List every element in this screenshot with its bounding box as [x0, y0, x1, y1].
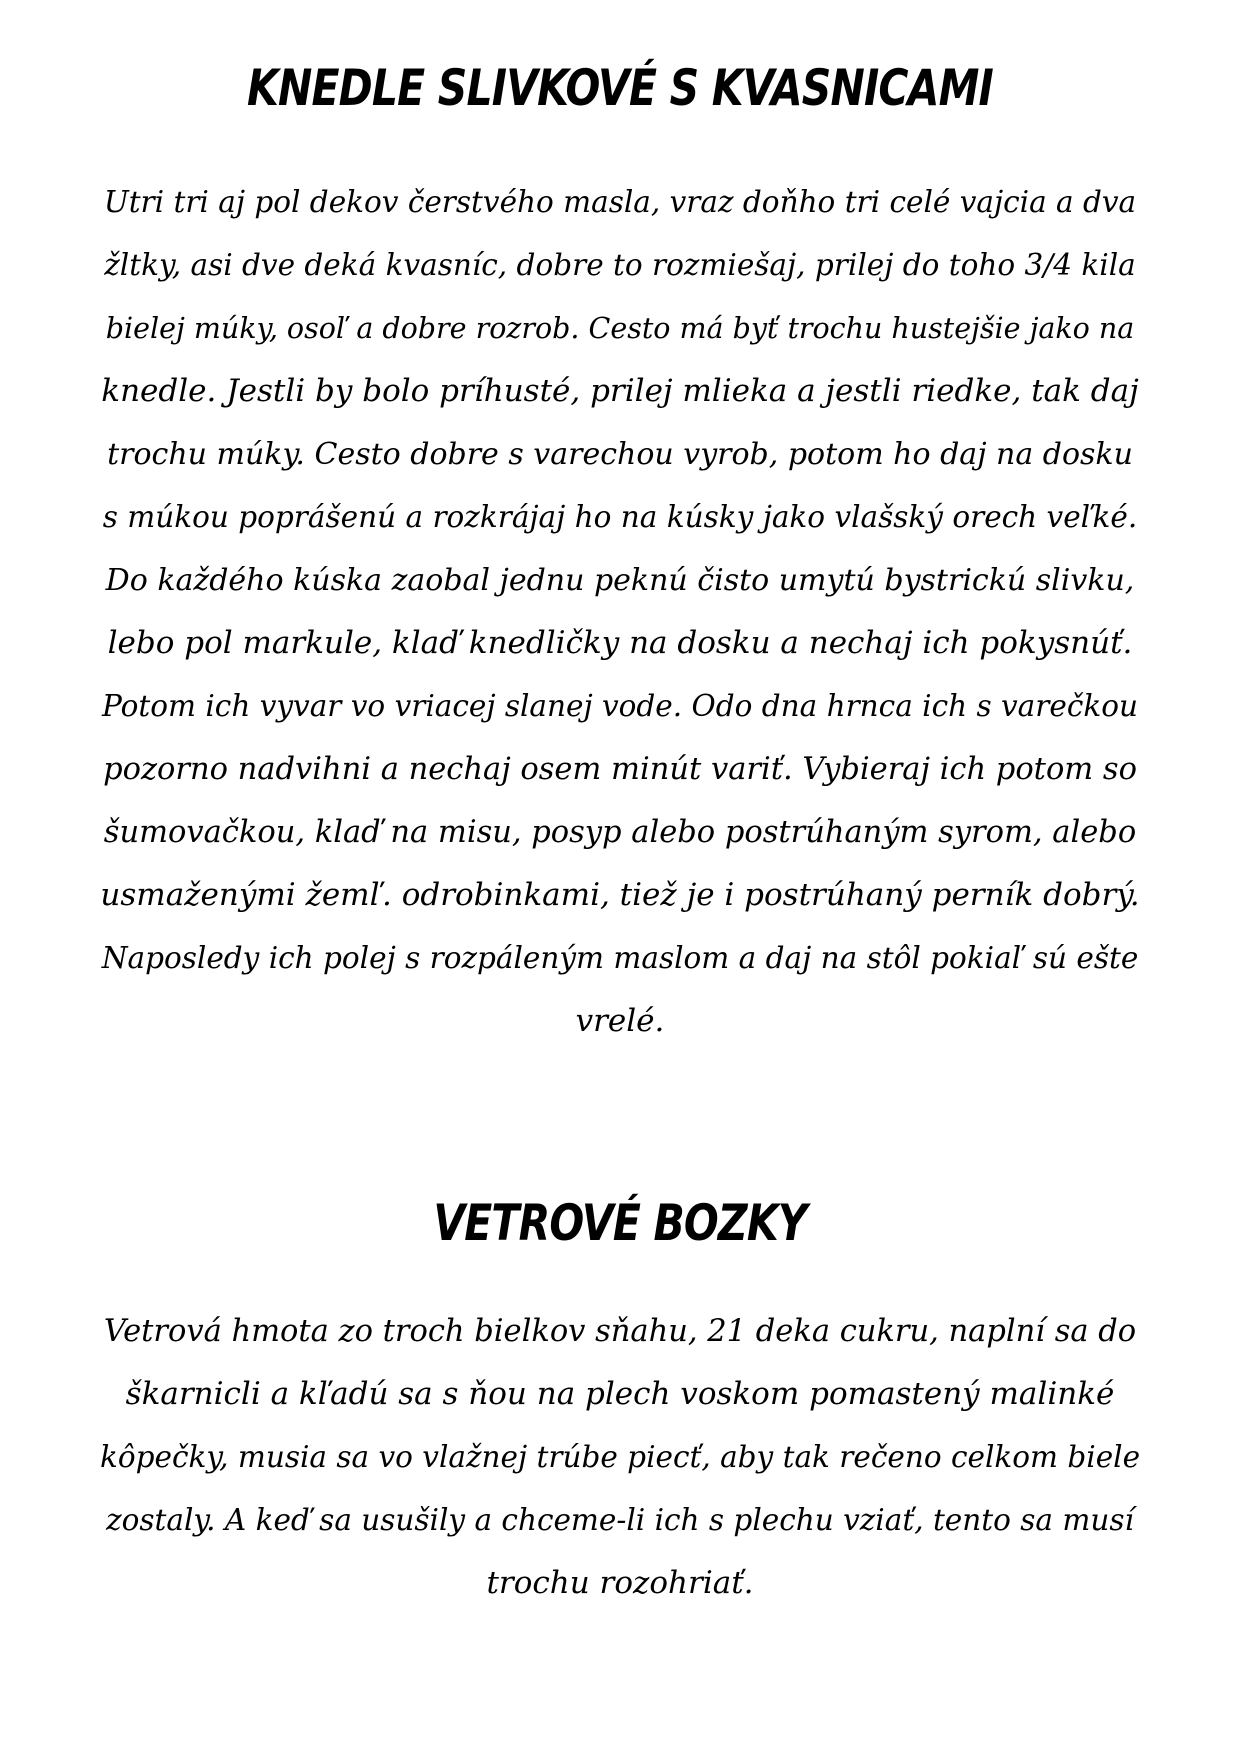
recipe-vetrove-bozky — [100, 1183, 1140, 1615]
text-line: pozorno nadvihni a nechaj osem minút variť. Vybieraj ich potom so — [103, 752, 1137, 787]
text-line: usmaženými žemľ. odrobinkami, tiež je i postrúhaný perník dobrý. — [100, 877, 1140, 913]
recipe-knedle — [100, 48, 1140, 1053]
text-line: Potom ich vyvar vo vriacej slanej vode. Odo dna hrnca ich s varečkou — [101, 689, 1138, 723]
recipe-text — [100, 171, 1140, 1053]
text-line: trochu rozohriať. — [486, 1565, 754, 1601]
text-line: s múkou poprášenú a rozkrájaj ho na kúsky jako vlašský orech veľké. — [102, 500, 1138, 534]
text-line: bielej múky, osoľ a dobre rozrob. Cesto má byť trochu hustejšie jako na — [105, 312, 1135, 345]
recipe-text — [100, 1300, 1140, 1615]
text-line: Do každého kúska zaobal jednu peknú čisto umytú bystrickú slivku, — [105, 563, 1135, 598]
text-line: lebo pol markule, klaď knedličky na dosku a nechaj ich pokysnúť. — [107, 625, 1133, 661]
text-line: zostaly. A keď sa usušily a chceme-li ich s plechu vziať, tento sa musí — [106, 1503, 1134, 1537]
text-line: žltky, asi dve deká kvasníc, dobre to rozmiešaj, prilej do toho 3/4 kila — [104, 248, 1136, 282]
text-line: vrelé. — [575, 1003, 665, 1039]
text-line: Vetrová hmota zo troch bielkov sňahu, 21 deka cukru, naplní sa do — [103, 1314, 1137, 1349]
text-line: Naposledy ich polej s rozpáleným maslom a daj na stôl pokiaľ sú ešte — [101, 941, 1139, 975]
recipe-title: VETROVÉ BOZKY — [433, 1194, 807, 1252]
text-line: škarnicli a kľadú sa s ňou na plech voskom pomastený malinké — [125, 1376, 1115, 1412]
text-line: Utri tri aj pol dekov čerstvého masla, vraz doňho tri celé vajcia a dva — [103, 185, 1137, 219]
text-line: knedle. Jestli by bolo príhusté, prilej mlieka a jestli riedke, tak daj — [101, 373, 1139, 409]
text-line: šumovačkou, klaď na misu, posyp alebo postrúhaným syrom, alebo — [103, 815, 1137, 850]
text-line: kôpečky, musia sa vo vlažnej trúbe piecť, aby tak rečeno celkom biele — [100, 1440, 1141, 1474]
recipe-title: KNEDLE SLIVKOVÉ S KVASNICAMI — [247, 59, 993, 117]
text-line: trochu múky. Cesto dobre s varechou vyrob, potom ho daj na dosku — [107, 437, 1133, 472]
